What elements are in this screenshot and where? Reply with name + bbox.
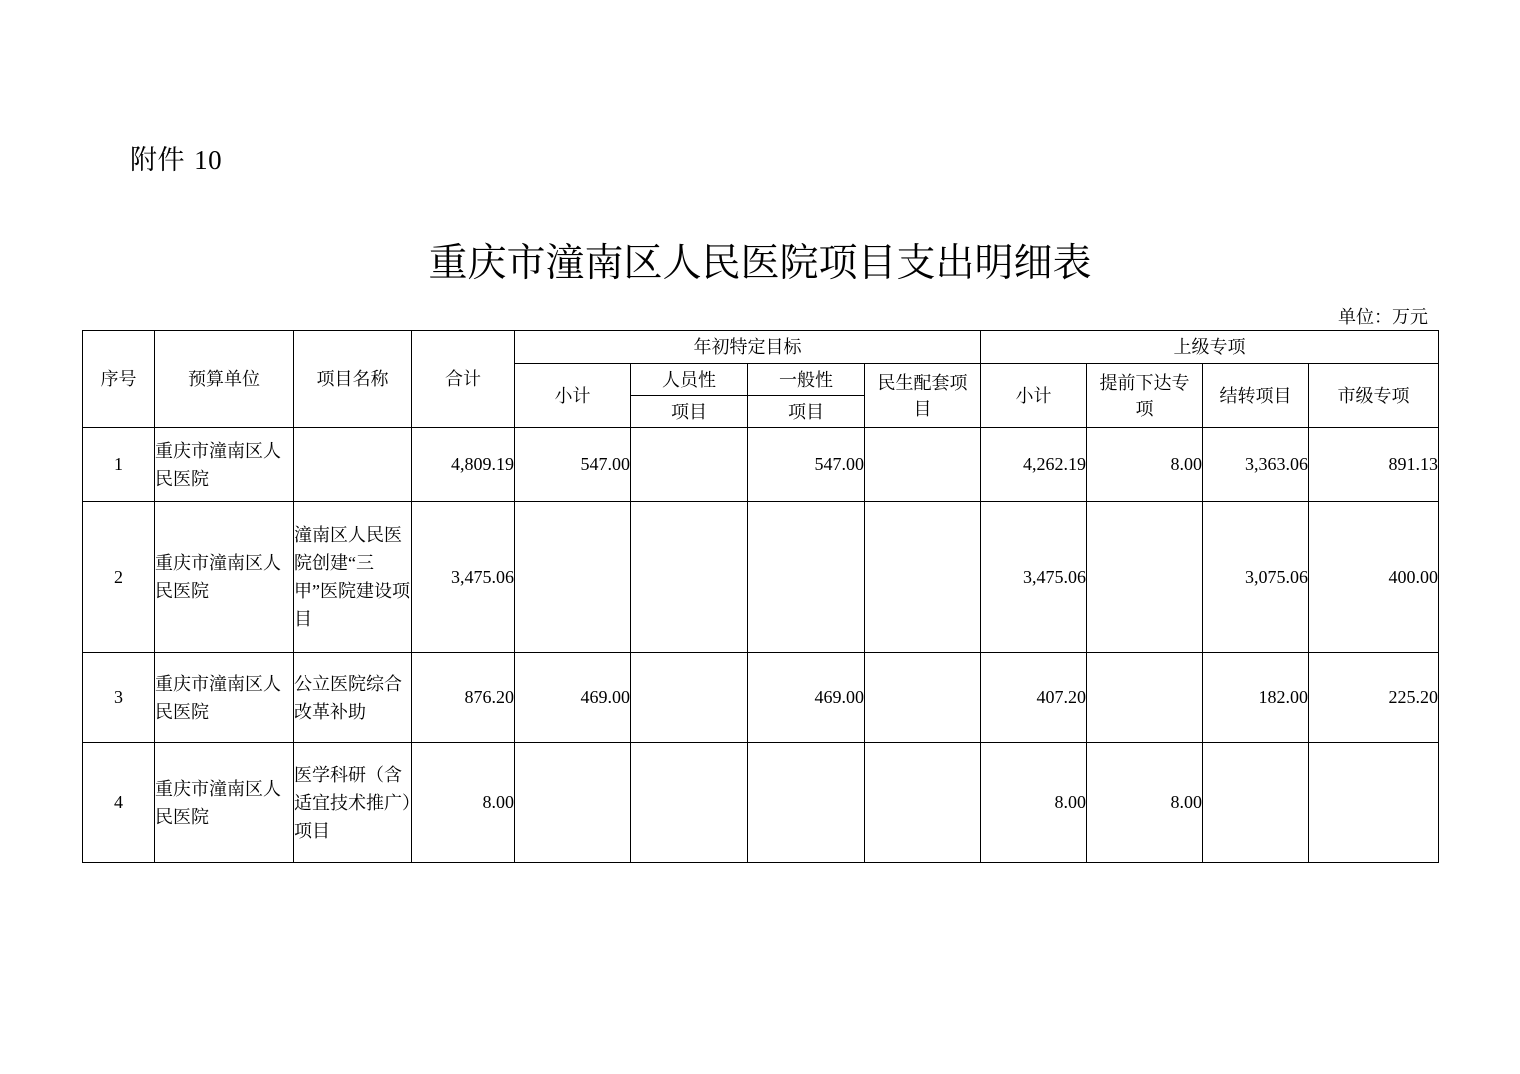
- cell-budget-unit: 重庆市潼南区人民医院: [155, 502, 294, 653]
- cell-municipal: 225.20: [1309, 653, 1439, 743]
- attachment-label: [130, 138, 222, 177]
- cell-general: 547.00: [748, 428, 865, 502]
- project-expenditure-table: [82, 330, 1439, 863]
- table-body: [83, 428, 1439, 863]
- cell-carryover: 3,363.06: [1203, 428, 1309, 502]
- cell-livelihood: [865, 653, 981, 743]
- unit-label: 单位：万元: [1338, 307, 1428, 327]
- cell-municipal: 400.00: [1309, 502, 1439, 653]
- header-total: 合计: [412, 331, 515, 428]
- cell-budget-unit: 重庆市潼南区人民医院: [155, 653, 294, 743]
- cell-seq: 4: [83, 743, 155, 863]
- cell-superior-subtotal: 3,475.06: [981, 502, 1087, 653]
- cell-carryover: [1203, 743, 1309, 863]
- cell-carryover: 3,075.06: [1203, 502, 1309, 653]
- cell-total: 876.20: [412, 653, 515, 743]
- table-row: [83, 653, 1439, 743]
- header-project-name: 项目名称: [294, 331, 412, 428]
- cell-advance: [1087, 653, 1203, 743]
- cell-initial-subtotal: [515, 743, 631, 863]
- header-initial-subtotal: 小计: [515, 364, 631, 428]
- cell-total: 4,809.19: [412, 428, 515, 502]
- cell-seq: 2: [83, 502, 155, 653]
- header-general-line2: 项目: [748, 396, 865, 428]
- cell-general: [748, 502, 865, 653]
- cell-initial-subtotal: 469.00: [515, 653, 631, 743]
- header-advance: 提前下达专项: [1087, 364, 1203, 428]
- cell-project-name: 潼南区人民医院创建“三甲”医院建设项目: [294, 502, 412, 653]
- header-seq: 序号: [83, 331, 155, 428]
- cell-general: 469.00: [748, 653, 865, 743]
- header-personnel-line2: 项目: [631, 396, 748, 428]
- cell-seq: 3: [83, 653, 155, 743]
- table-header: [83, 331, 1439, 428]
- cell-superior-subtotal: 8.00: [981, 743, 1087, 863]
- table-row: [83, 743, 1439, 863]
- cell-municipal: 891.13: [1309, 428, 1439, 502]
- cell-budget-unit: 重庆市潼南区人民医院: [155, 743, 294, 863]
- cell-superior-subtotal: 4,262.19: [981, 428, 1087, 502]
- cell-total: 3,475.06: [412, 502, 515, 653]
- cell-livelihood: [865, 502, 981, 653]
- header-group-initial-target: 年初特定目标: [515, 331, 981, 364]
- cell-seq: 1: [83, 428, 155, 502]
- header-budget-unit: 预算单位: [155, 331, 294, 428]
- cell-personnel: [631, 653, 748, 743]
- cell-personnel: [631, 428, 748, 502]
- header-personnel-line1: 人员性: [631, 364, 748, 396]
- cell-advance: 8.00: [1087, 428, 1203, 502]
- cell-advance: [1087, 502, 1203, 653]
- cell-total: 8.00: [412, 743, 515, 863]
- header-carryover: 结转项目: [1203, 364, 1309, 428]
- header-group-superior: 上级专项: [981, 331, 1439, 364]
- cell-municipal: [1309, 743, 1439, 863]
- cell-general: [748, 743, 865, 863]
- cell-project-name: [294, 428, 412, 502]
- header-superior-subtotal: 小计: [981, 364, 1087, 428]
- header-livelihood: 民生配套项目: [865, 364, 981, 428]
- cell-project-name: 公立医院综合改革补助: [294, 653, 412, 743]
- table-row: [83, 502, 1439, 653]
- cell-livelihood: [865, 743, 981, 863]
- attachment-number: 10: [194, 145, 223, 175]
- page-title: 重庆市潼南区人民医院项目支出明细表: [428, 241, 1092, 286]
- cell-personnel: [631, 502, 748, 653]
- cell-project-name: 医学科研（含适宜技术推广）项目: [294, 743, 412, 863]
- cell-advance: 8.00: [1087, 743, 1203, 863]
- cell-carryover: 182.00: [1203, 653, 1309, 743]
- header-municipal: 市级专项: [1309, 364, 1439, 428]
- cell-personnel: [631, 743, 748, 863]
- cell-superior-subtotal: 407.20: [981, 653, 1087, 743]
- header-general-line1: 一般性: [748, 364, 865, 396]
- cell-livelihood: [865, 428, 981, 502]
- cell-initial-subtotal: 547.00: [515, 428, 631, 502]
- table-row: [83, 428, 1439, 502]
- cell-budget-unit: 重庆市潼南区人民医院: [155, 428, 294, 502]
- attachment-text: 附件: [130, 145, 185, 176]
- cell-initial-subtotal: [515, 502, 631, 653]
